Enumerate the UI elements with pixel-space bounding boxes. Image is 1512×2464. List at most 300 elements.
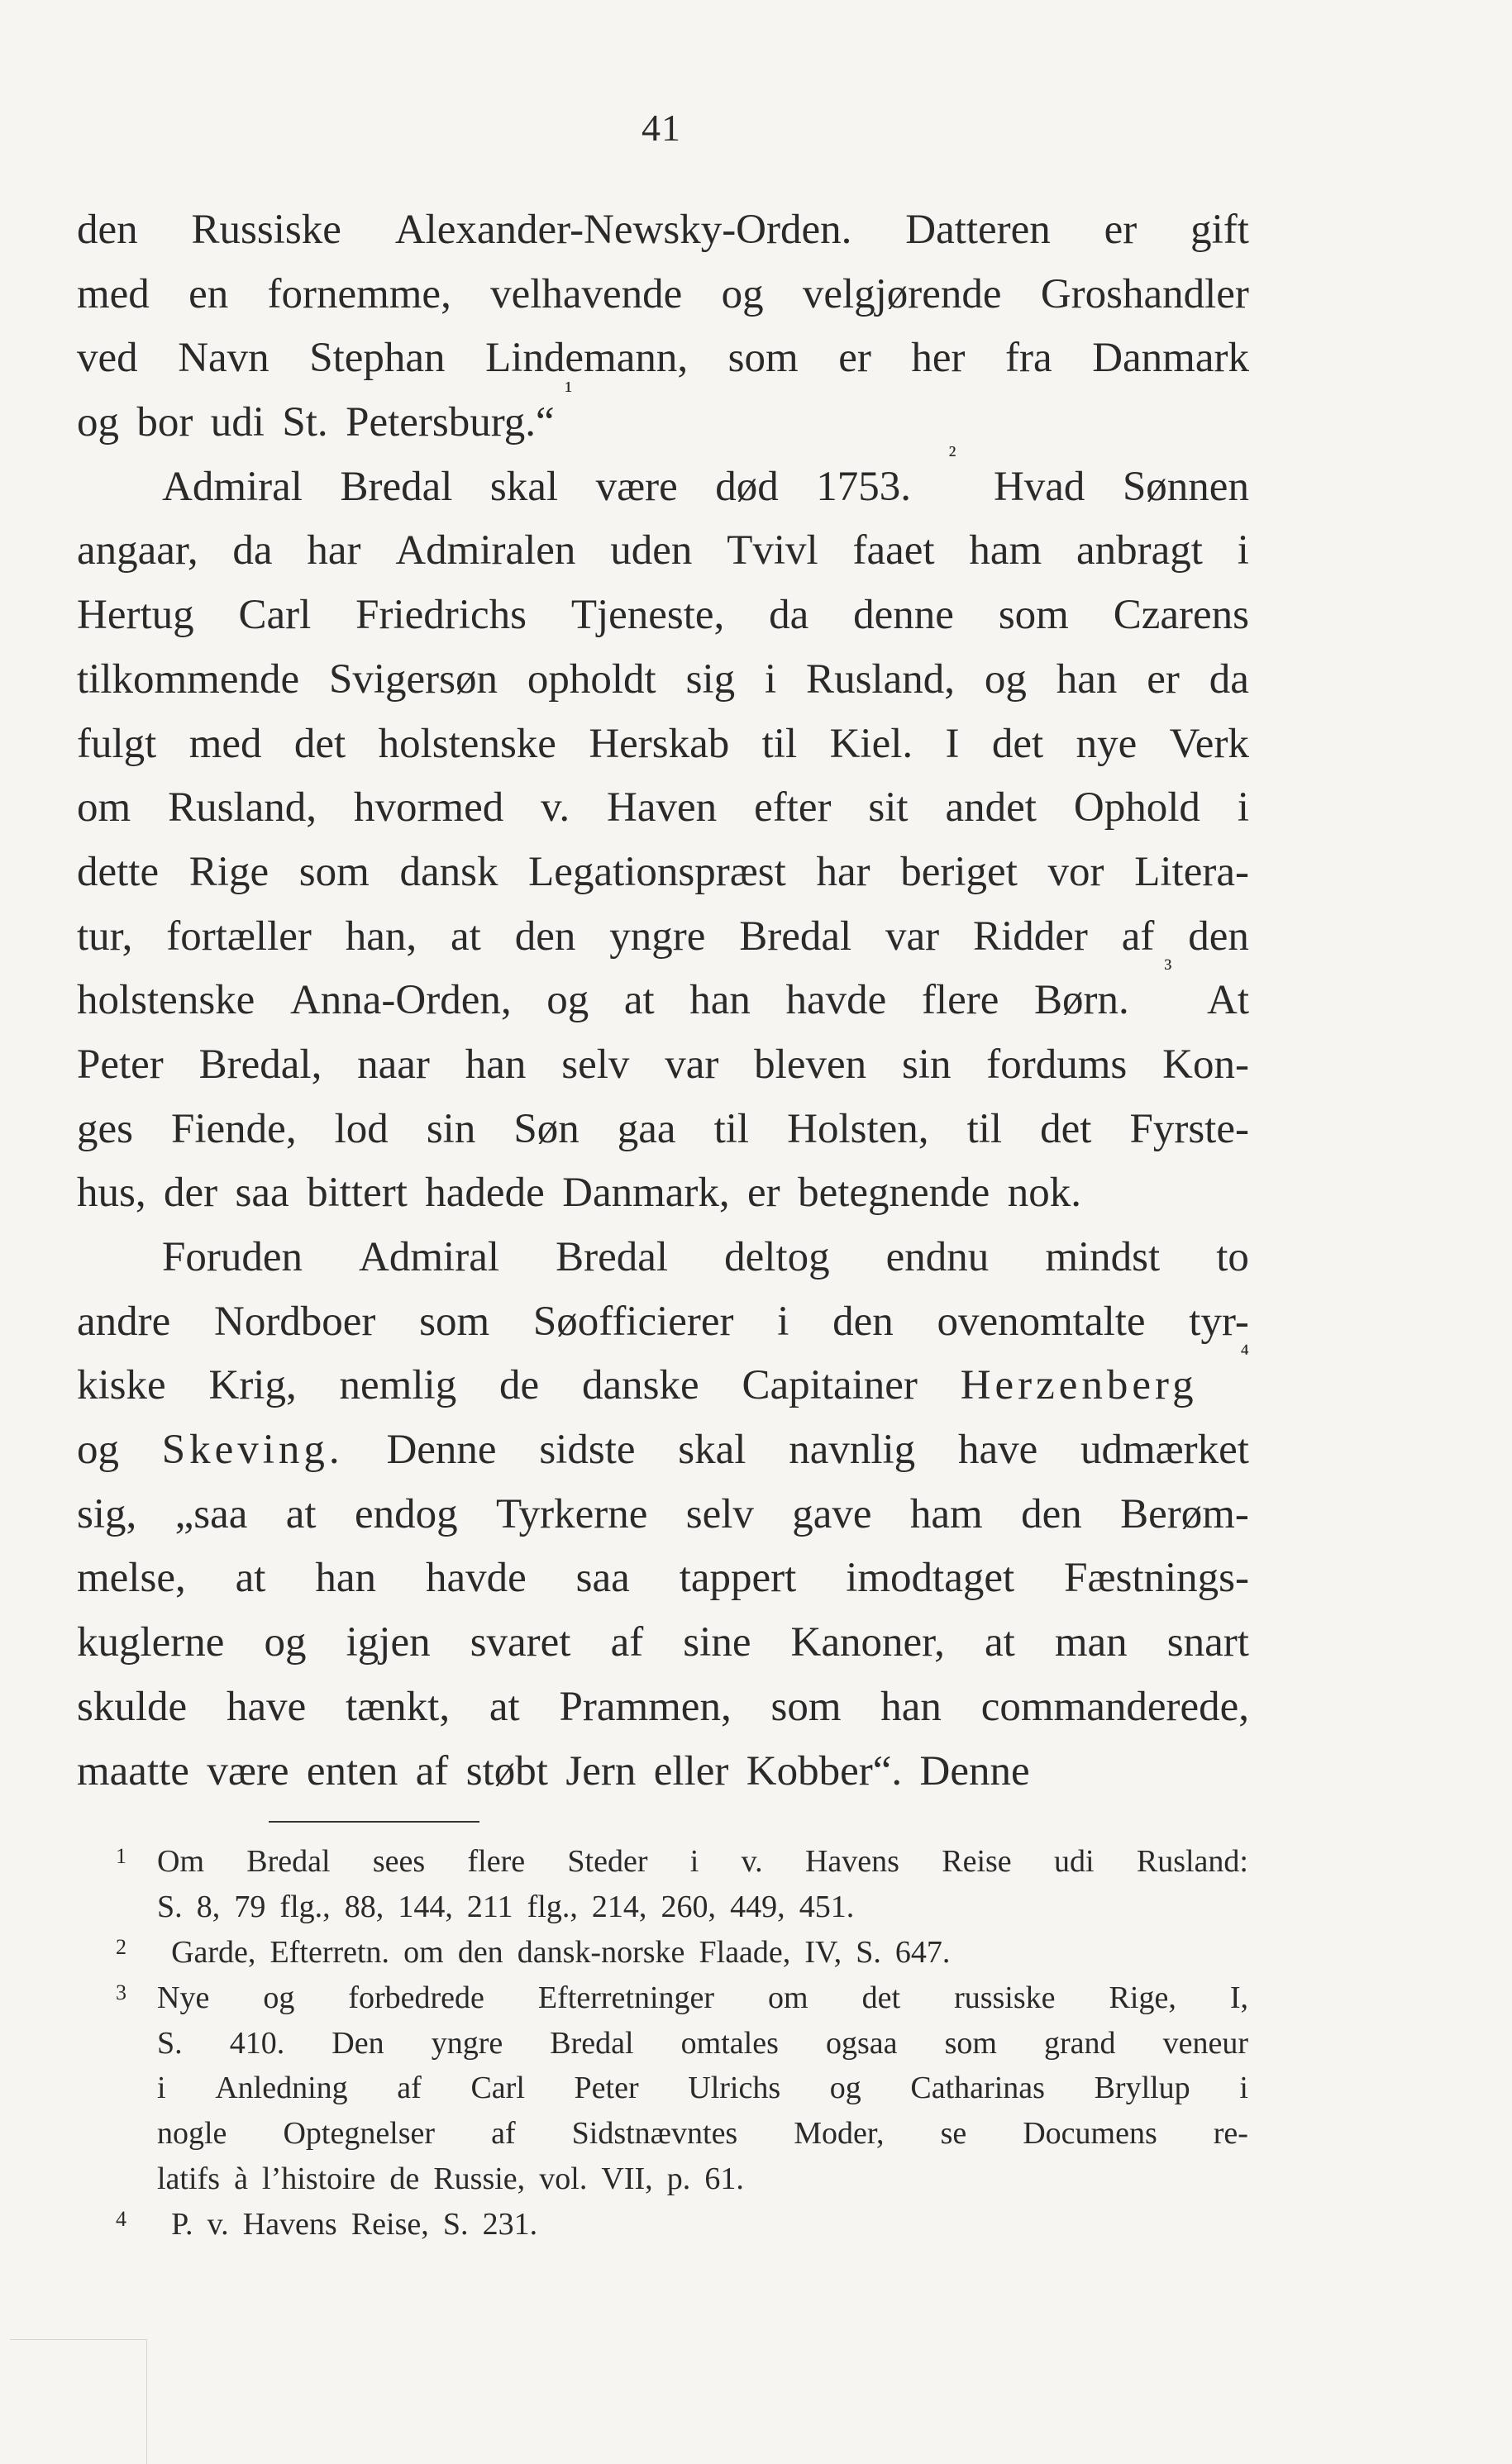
- footnote-word: 451.: [799, 1889, 855, 1924]
- word: og: [77, 1427, 119, 1474]
- word: Skeving.: [161, 1427, 344, 1474]
- footnote-word: I,: [1229, 1980, 1248, 2015]
- footnote-line: [116, 2066, 1248, 2111]
- word: i: [1237, 527, 1249, 574]
- word: Søn: [513, 1105, 580, 1152]
- word: en: [188, 270, 229, 317]
- word: Hvad: [993, 463, 1085, 510]
- word: fra: [1005, 335, 1052, 382]
- footnote-word: se: [940, 2116, 967, 2152]
- footnote-word: Havens: [804, 1844, 899, 1879]
- footnote-word: Ulrichs: [688, 2071, 781, 2106]
- word: at: [451, 913, 481, 960]
- footnote-word: 144,: [398, 1889, 453, 1924]
- word: han: [465, 1041, 527, 1088]
- word: efter: [754, 784, 832, 832]
- word: bleven: [754, 1041, 867, 1088]
- footnote-number: 4: [116, 2207, 126, 2232]
- word: mindst: [1045, 1234, 1161, 1280]
- word: uden: [610, 527, 693, 574]
- word: være: [595, 463, 678, 510]
- footnote-word: S.: [157, 1889, 183, 1924]
- word: sig,: [77, 1490, 137, 1537]
- footnote-word: om: [768, 1980, 808, 2015]
- word: med: [77, 270, 150, 317]
- word: St.: [282, 399, 328, 446]
- footnote-word: Om: [157, 1844, 204, 1879]
- footnote-word: yngre: [431, 2025, 503, 2061]
- word: der: [164, 1170, 218, 1217]
- footnote-word: Flaade,: [699, 1934, 791, 1970]
- word: sin: [901, 1041, 952, 1088]
- footnote-line: [116, 2021, 1248, 2066]
- word: støbt: [465, 1747, 548, 1794]
- word: navnlig: [789, 1427, 916, 1474]
- word: tyr-: [1189, 1298, 1249, 1345]
- word: om: [77, 784, 131, 832]
- footnote-word: Russie,: [433, 2161, 526, 2197]
- word: tur,: [77, 913, 133, 960]
- text-line: [77, 713, 1249, 777]
- text-line: [77, 1418, 1249, 1483]
- word: som: [770, 1683, 842, 1730]
- word: Bredal: [340, 463, 453, 510]
- word: skal: [678, 1427, 746, 1474]
- word: død: [715, 463, 779, 510]
- footnotes: [116, 1839, 1248, 2247]
- word: Carl: [238, 592, 312, 639]
- word: saa: [575, 1555, 630, 1602]
- footnote-word: Rige,: [1109, 1980, 1176, 2015]
- word: ved: [77, 335, 138, 382]
- word: Kon-: [1162, 1041, 1249, 1088]
- word: Admiral: [162, 463, 303, 510]
- footnote-word: Havens: [242, 2207, 337, 2242]
- word: har: [816, 848, 870, 895]
- word: Ridder: [973, 913, 1088, 960]
- footnote-word: forbedrede: [348, 1980, 484, 2015]
- footnote-line: [116, 2111, 1248, 2157]
- text-line: [77, 905, 1249, 970]
- word: endog: [354, 1490, 458, 1537]
- footnote-word: de: [389, 2161, 420, 2197]
- word: da: [1209, 655, 1249, 703]
- word: flere: [921, 977, 999, 1024]
- footnote-word: S.: [856, 1934, 881, 1970]
- word: Prammen,: [559, 1683, 732, 1730]
- text-line: [77, 1611, 1249, 1675]
- word: snart: [1166, 1619, 1249, 1666]
- word: Kobber“.: [746, 1747, 903, 1794]
- footnote-word: den: [457, 1934, 503, 1970]
- footnote-word: 647.: [894, 1934, 951, 1970]
- word: ham: [969, 527, 1042, 574]
- word: Rusland,: [806, 655, 955, 703]
- word: Petersburg.“: [346, 399, 555, 446]
- word: faaet: [852, 527, 935, 574]
- word: til: [966, 1105, 1003, 1152]
- footnote-word: flg.,: [527, 1889, 578, 1924]
- footnote-marker: ³: [1164, 955, 1172, 983]
- footnote-word: Den: [331, 2025, 384, 2061]
- word: tænkt,: [346, 1683, 451, 1730]
- footnote-line: [116, 1885, 1248, 1930]
- footnote-word: ogsaa: [825, 2025, 898, 2061]
- text-line: [77, 648, 1249, 713]
- word: andre: [77, 1298, 171, 1345]
- word: i: [765, 655, 777, 703]
- word: Rige: [188, 848, 269, 895]
- word: Krig,: [208, 1362, 297, 1409]
- footnote-word: v.: [741, 1844, 763, 1879]
- word: da: [769, 592, 809, 639]
- footnote-word: 214,: [591, 1889, 647, 1924]
- text-line: [77, 776, 1249, 841]
- footnote-word: og: [263, 1980, 295, 2015]
- word: af: [1121, 913, 1155, 960]
- word: Navn: [178, 335, 269, 382]
- word: er: [838, 335, 871, 382]
- word: v.: [541, 784, 570, 832]
- footnote-line: [116, 2202, 1248, 2247]
- word: fortæller: [166, 913, 312, 960]
- word: Ophold: [1073, 784, 1200, 832]
- footnote-word: 410.: [229, 2025, 285, 2061]
- word: 1753.: [816, 463, 911, 510]
- word: Legationspræst: [528, 848, 786, 895]
- word: var: [885, 913, 940, 960]
- word: hadede: [425, 1170, 545, 1217]
- footnote-marker: ²: [948, 441, 956, 469]
- footnote-word: omtales: [680, 2025, 779, 2061]
- word: Haven: [607, 784, 718, 832]
- word: Czarens: [1113, 592, 1249, 639]
- footnote-word: Efterretn.: [269, 1934, 390, 1970]
- word: Bredal: [556, 1234, 669, 1280]
- word: at: [489, 1683, 520, 1730]
- word: er: [1104, 207, 1138, 253]
- text-line: [77, 1740, 1249, 1804]
- text-line: [77, 841, 1249, 905]
- word: andet: [945, 784, 1037, 832]
- footnote-word: af: [491, 2116, 516, 2152]
- footnote-word: Peter: [574, 2071, 639, 2106]
- word: til: [713, 1105, 750, 1152]
- word: bittert: [307, 1170, 408, 1217]
- word: Bredal,: [198, 1041, 322, 1088]
- word: Kiel.: [829, 720, 913, 767]
- word: tilkommende: [77, 655, 300, 703]
- word: er: [1147, 655, 1180, 703]
- word: endnu: [885, 1234, 990, 1280]
- word: ovenomtalte: [937, 1298, 1146, 1345]
- word: Peter: [77, 1041, 164, 1088]
- word: deltog: [724, 1234, 830, 1280]
- footnote-word: Rusland:: [1136, 1844, 1248, 1879]
- footnote-word: i: [157, 2071, 166, 2106]
- footnote-word: veneur: [1162, 2025, 1248, 2061]
- footnote-word: Garde,: [171, 1934, 256, 1970]
- text-line: [77, 1547, 1249, 1611]
- footnote-word: 211: [466, 1889, 513, 1924]
- footnote-word: Bryllup: [1094, 2071, 1190, 2106]
- word: det: [293, 720, 346, 767]
- word: Nordboer: [213, 1298, 376, 1345]
- footnote-word: S.: [157, 2025, 183, 2061]
- word: Friedrichs: [355, 592, 527, 639]
- word: Stephan: [309, 335, 446, 382]
- word: den: [1188, 913, 1249, 960]
- footnote-number: 1: [116, 1844, 126, 1868]
- word: opholdt: [527, 655, 656, 703]
- text-line: [77, 1483, 1249, 1547]
- footnote-word: 8,: [196, 1889, 221, 1924]
- word: maatte: [77, 1747, 189, 1794]
- word: Groshandler: [1040, 270, 1249, 317]
- word: som: [998, 592, 1069, 639]
- word: Børn.: [1034, 977, 1129, 1024]
- word: imodtaget: [846, 1555, 1015, 1602]
- text-line: [77, 1226, 1249, 1290]
- word: og: [546, 977, 589, 1024]
- text-line: [77, 377, 1249, 455]
- word: at: [235, 1555, 266, 1602]
- word: Fyrste-: [1129, 1105, 1249, 1152]
- footnote-word: p.: [666, 2161, 691, 2197]
- word: det: [1040, 1105, 1092, 1152]
- word: nye: [1076, 720, 1138, 767]
- word: Datteren: [905, 207, 1051, 253]
- word: i: [777, 1298, 789, 1345]
- word: han: [880, 1683, 942, 1730]
- footnote-word: 79: [234, 1889, 266, 1924]
- footnote-word: Steder: [567, 1844, 648, 1879]
- word: Kanoner,: [790, 1619, 945, 1666]
- word: gaa: [617, 1105, 676, 1152]
- footnote-word: nogle: [157, 2116, 227, 2152]
- word: Lindemann,: [485, 335, 689, 382]
- footnote-word: Sidstnævntes: [571, 2116, 738, 2152]
- word: af: [610, 1619, 644, 1666]
- footnote-line: [116, 2157, 1248, 2202]
- word: sine: [683, 1619, 751, 1666]
- footnote-word: 61.: [704, 2161, 744, 2197]
- word: han,: [345, 913, 417, 960]
- footnote-word: og: [829, 2071, 861, 2106]
- word: sit: [868, 784, 909, 832]
- footnote-word: 231.: [482, 2207, 538, 2242]
- word: den: [832, 1298, 894, 1345]
- word: selv: [685, 1490, 754, 1537]
- footnote-word: Bredal: [550, 2025, 634, 2061]
- footnote-word: IV,: [804, 1934, 842, 1970]
- word: vor: [1047, 848, 1104, 895]
- word: har: [307, 527, 361, 574]
- footnote-word: Reise,: [351, 2207, 429, 2242]
- footnote-word: udi: [1053, 1844, 1095, 1879]
- word: sin: [426, 1105, 476, 1152]
- word: holstenske: [77, 977, 255, 1024]
- footnote-word: Optegnelser: [283, 2116, 436, 2152]
- text-line: [77, 1033, 1249, 1098]
- footnote-word: l’histoire: [262, 2161, 376, 2197]
- word: angaar,: [77, 527, 198, 574]
- text-line: [77, 1675, 1249, 1740]
- word: den: [1021, 1490, 1082, 1537]
- footnote-rule: [269, 1821, 479, 1823]
- word: Søofficierer: [532, 1298, 734, 1345]
- footnote-word: grand: [1044, 2025, 1116, 2061]
- footnote-word: latifs: [157, 2161, 220, 2197]
- footnote-word: Catharinas: [910, 2071, 1045, 2106]
- word: havde: [785, 977, 887, 1024]
- word: At: [1207, 977, 1249, 1024]
- word: til: [761, 720, 798, 767]
- footnote-word: vol.: [539, 2161, 588, 2197]
- footnote-word: sees: [372, 1844, 426, 1879]
- footnote-word: dansk-norske: [517, 1934, 685, 1970]
- word: her: [911, 335, 966, 382]
- word: Alexander-Newsky-Orden.: [394, 207, 852, 253]
- word: melse,: [77, 1555, 186, 1602]
- word: gift: [1190, 207, 1249, 253]
- word: med: [188, 720, 262, 767]
- word: velhavende: [490, 270, 683, 317]
- footnote-word: Carl: [470, 2071, 525, 2106]
- word: som: [419, 1298, 490, 1345]
- word: skal: [489, 463, 559, 510]
- word: tappert: [679, 1555, 797, 1602]
- word: han: [689, 977, 751, 1024]
- word: eller: [653, 1747, 729, 1794]
- footnote-word: 260,: [661, 1889, 717, 1924]
- footnote-word: i: [689, 1844, 699, 1879]
- text-line: [77, 955, 1249, 1033]
- footnote-word: Anledning: [215, 2071, 348, 2106]
- word: fulgt: [77, 720, 157, 767]
- text-line: [77, 1290, 1249, 1355]
- text-line: [77, 519, 1249, 584]
- word: i: [1237, 784, 1249, 832]
- text-line: [77, 326, 1249, 391]
- word: hvormed: [353, 784, 504, 832]
- word: Fæstnings-: [1064, 1555, 1249, 1602]
- footnote-word: Efterretninger: [537, 1980, 715, 2015]
- word: Anna-Orden,: [289, 977, 512, 1024]
- word: Denne: [919, 1747, 1030, 1794]
- footnote-line: [116, 1930, 1248, 1975]
- word: Rusland,: [168, 784, 317, 832]
- word: Denne: [386, 1427, 497, 1474]
- footnote-word: à: [234, 2161, 248, 2197]
- word: som: [727, 335, 799, 382]
- footnote-word: re-: [1213, 2116, 1248, 2152]
- body-text: [77, 198, 1249, 1804]
- footnote-word: af: [397, 2071, 422, 2106]
- footnote-number: 2: [116, 1934, 126, 1959]
- word: Russiske: [191, 207, 341, 253]
- word: Svigersøn: [329, 655, 498, 703]
- word: udmærket: [1080, 1427, 1249, 1474]
- word: den: [514, 913, 576, 960]
- word: havde: [425, 1555, 527, 1602]
- word: yngre: [609, 913, 706, 960]
- footnote-word: Bredal: [246, 1844, 331, 1879]
- word: svaret: [470, 1619, 571, 1666]
- footnote-line: [116, 1839, 1248, 1885]
- word: Herskab: [589, 720, 730, 767]
- word: ges: [77, 1105, 133, 1152]
- word: Tyrkerne: [496, 1490, 648, 1537]
- word: Danmark: [1092, 335, 1249, 382]
- footnote-word: flere: [467, 1844, 526, 1879]
- page-number: 41: [642, 107, 681, 149]
- word: ham: [909, 1490, 983, 1537]
- word: Holsten,: [787, 1105, 929, 1152]
- text-line: [77, 584, 1249, 648]
- footnote-word: Reise: [942, 1844, 1012, 1879]
- footnote-word: Moder,: [794, 2116, 885, 2152]
- text-line: [77, 441, 1249, 520]
- footnote-marker: ¹: [565, 377, 573, 405]
- word: er: [747, 1170, 780, 1217]
- word: og: [77, 399, 119, 446]
- word: de: [499, 1362, 540, 1409]
- scan-edge-mark: [10, 2339, 147, 2464]
- word: og: [984, 655, 1027, 703]
- word: Jern: [565, 1747, 637, 1794]
- word: det: [991, 720, 1044, 767]
- word: han: [315, 1555, 377, 1602]
- word: var: [665, 1041, 719, 1088]
- word: udi: [210, 399, 265, 446]
- word: „saa: [174, 1490, 248, 1537]
- word: og: [721, 270, 764, 317]
- word: denne: [853, 592, 954, 639]
- word: dansk: [399, 848, 498, 895]
- word: da: [232, 527, 273, 574]
- text-line: [77, 263, 1249, 327]
- word: han: [1056, 655, 1118, 703]
- footnote-word: 449,: [730, 1889, 785, 1924]
- footnote-word: S.: [442, 2207, 469, 2242]
- word: selv: [561, 1041, 630, 1088]
- footnote-word: flg.,: [279, 1889, 331, 1924]
- word: Berøm-: [1120, 1490, 1249, 1537]
- word: Foruden: [162, 1234, 303, 1280]
- word: den: [77, 207, 138, 253]
- word: I: [945, 720, 960, 767]
- word: Hertug: [77, 592, 194, 639]
- word: at: [285, 1490, 317, 1537]
- word: beriget: [900, 848, 1018, 895]
- footnote-word: Nye: [157, 1980, 210, 2015]
- word: danske: [582, 1362, 699, 1409]
- word: kiske: [77, 1362, 166, 1409]
- word: igjen: [346, 1619, 431, 1666]
- word: saa: [235, 1170, 289, 1217]
- footnote-word: om: [403, 1934, 444, 1970]
- footnote-word: russiske: [954, 1980, 1056, 2015]
- footnote-word: VII,: [601, 2161, 653, 2197]
- word: Tvivl: [727, 527, 818, 574]
- footnote-line: [116, 1975, 1248, 2021]
- word: og: [264, 1619, 307, 1666]
- footnote-marker: ⁴: [1240, 1340, 1249, 1368]
- footnote-number: 3: [116, 1980, 126, 2004]
- word: Herzenberg: [960, 1362, 1198, 1409]
- footnote-word: P.: [171, 2207, 193, 2242]
